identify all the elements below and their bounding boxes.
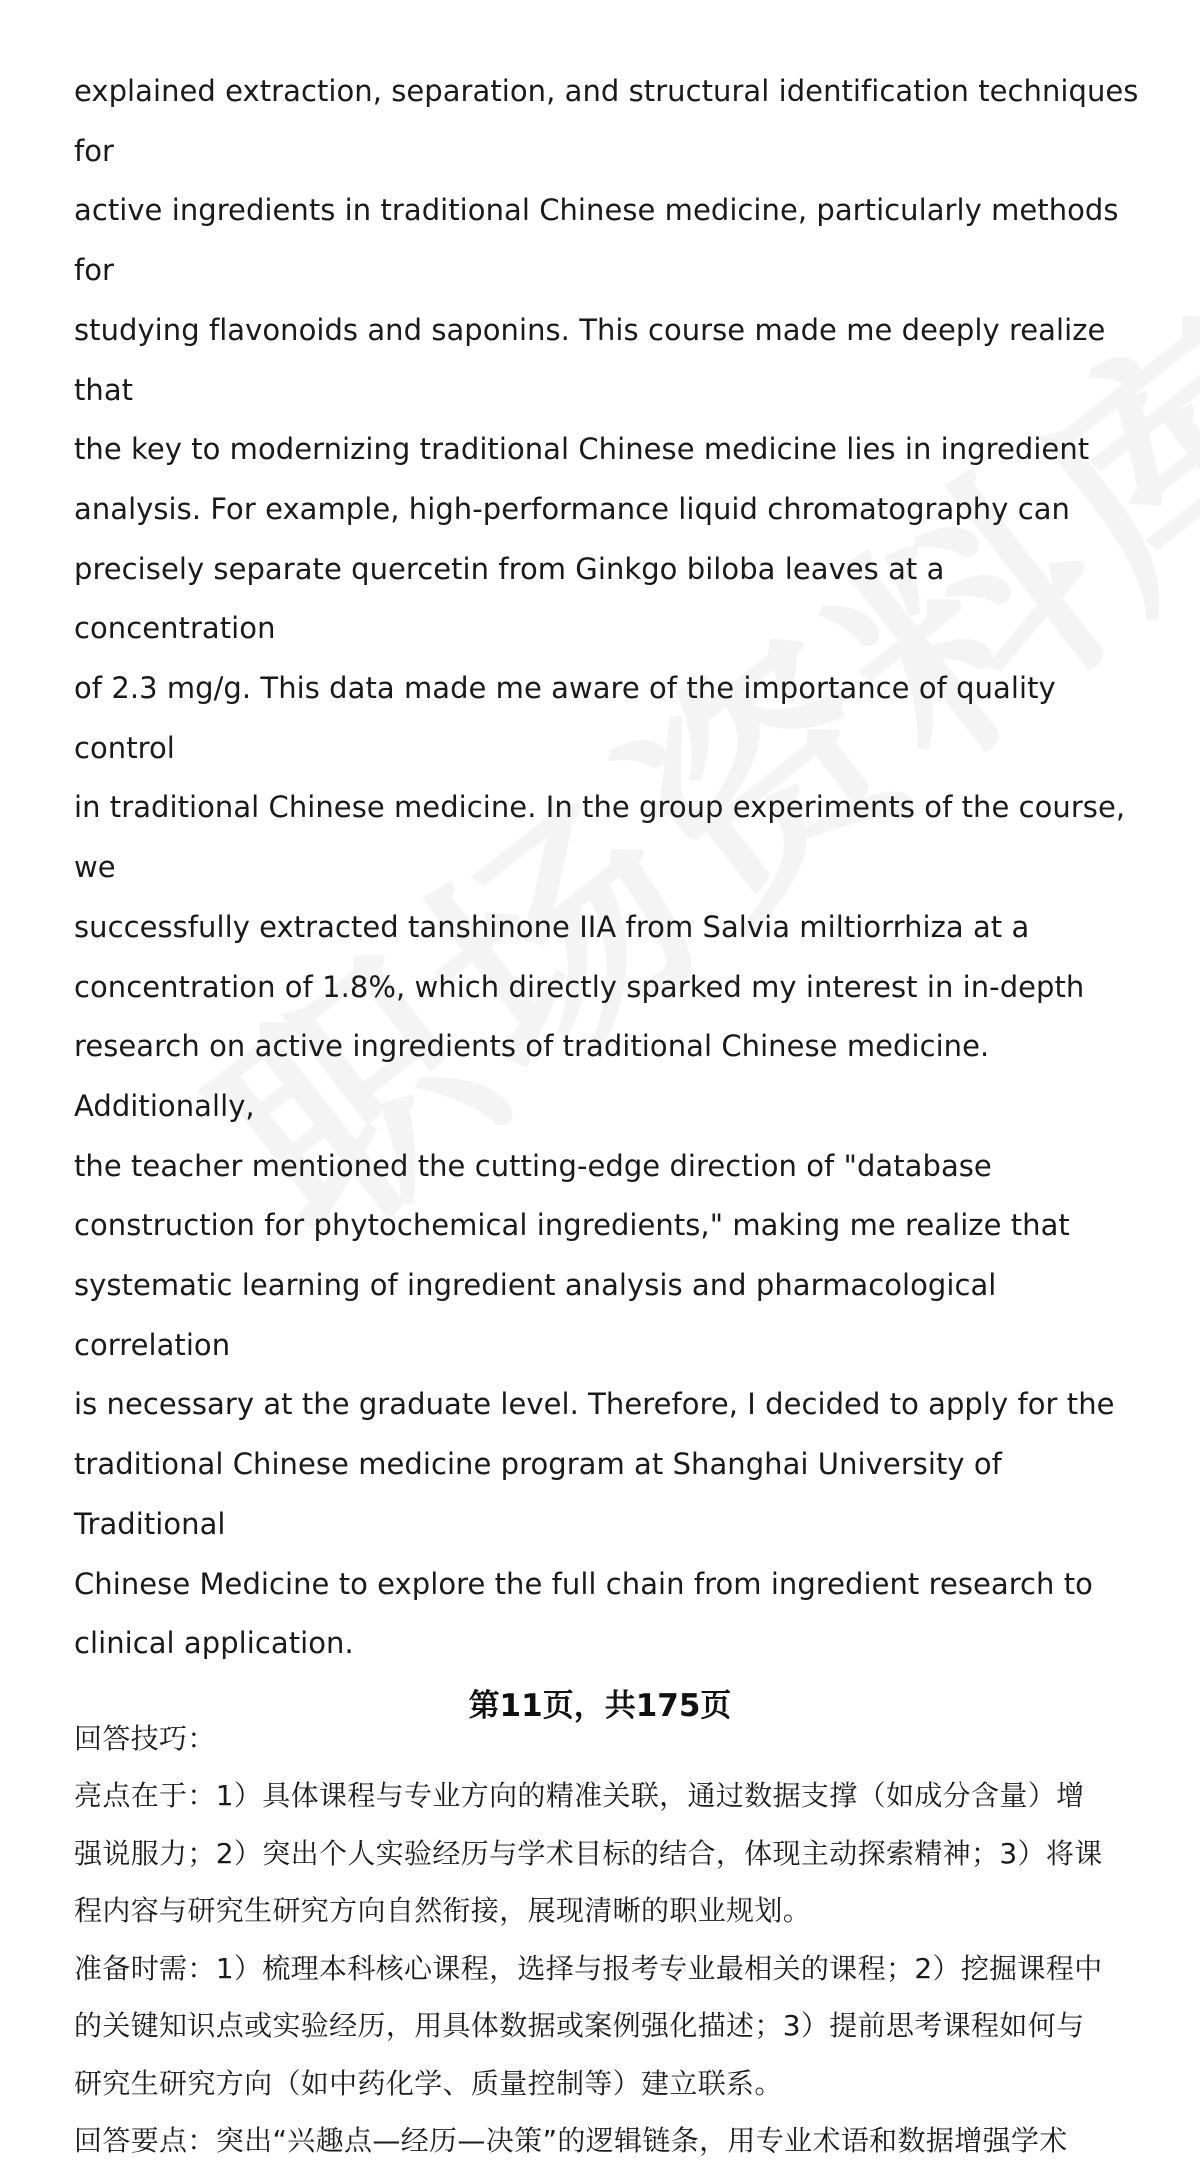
english-paragraph (74, 62, 1154, 1674)
text-line: 亮点在于：1）具体课程与专业方向的精准关联，通过数据支撑（如成分含量）增 (74, 1779, 1085, 1813)
text-line: systematic learning of ingredient analysis and pharmacological correlation (74, 1268, 997, 1362)
page-content (74, 62, 1154, 2170)
answer-tips-section (74, 1710, 1154, 2170)
text-line: Chinese Medicine to explore the full chain from ingredient research to (74, 1566, 1093, 1601)
text-line: of 2.3 mg/g. This data made me aware of the importance of quality control (74, 671, 1056, 765)
text-line: precisely separate quercetin from Ginkgo biloba leaves at a concentration (74, 551, 945, 646)
text-line: 研究生研究方向（如中药化学、质量控制等）建立联系。 (74, 2066, 783, 2100)
text-line: in traditional Chinese medicine. In the group experiments of the course, we (74, 790, 1126, 885)
text-line: studying flavonoids and saponins. This course made me deeply realize that (74, 312, 1106, 407)
text-line: 的关键知识点或实验经历，用具体数据或案例强化描述；3）提前思考课程如何与 (74, 2009, 1085, 2043)
text-line: analysis. For example, high-performance liquid chromatography can (74, 491, 1070, 526)
text-line: clinical application. (74, 1626, 354, 1661)
text-line: the key to modernizing traditional Chinese medicine lies in ingredient (74, 432, 1090, 467)
text-line: 准备时需：1）梳理本科核心课程，选择与报考专业最相关的课程；2）挖掘课程中 (74, 1951, 1103, 1985)
text-line: 回答要点：突出“兴趣点—经历—决策”的逻辑链条，用专业术语和数据增强学术 (74, 2124, 1068, 2158)
text-line: the teacher mentioned the cutting-edge direction of "database (74, 1148, 992, 1183)
text-line: 强说服力；2）突出个人实验经历与学术目标的结合，体现主动探索精神；3）将课 (74, 1836, 1103, 1870)
text-line: explained extraction, separation, and structural identification techniques for (74, 74, 1139, 168)
text-line: concentration of 1.8%, which directly sparked my interest in in-depth (74, 969, 1085, 1004)
text-line: 程内容与研究生研究方向自然衔接，展现清晰的职业规划。 (74, 1894, 812, 1928)
text-line: construction for phytochemical ingredients," making me realize that (74, 1208, 1070, 1243)
text-line: traditional Chinese medicine program at Shanghai University of Traditional (74, 1447, 1002, 1541)
section-heading: 回答技巧： (74, 1721, 216, 1755)
text-line: research on active ingredients of traditional Chinese medicine. Additionally, (74, 1029, 990, 1123)
text-line: active ingredients in traditional Chinese medicine, particularly methods for (74, 193, 1119, 288)
page-number: 第11页，共175页 (468, 1688, 732, 1724)
text-line: successfully extracted tanshinone IIA from Salvia miltiorrhiza at a (74, 909, 1030, 944)
text-line: is necessary at the graduate level. Therefore, I decided to apply for the (74, 1387, 1115, 1422)
